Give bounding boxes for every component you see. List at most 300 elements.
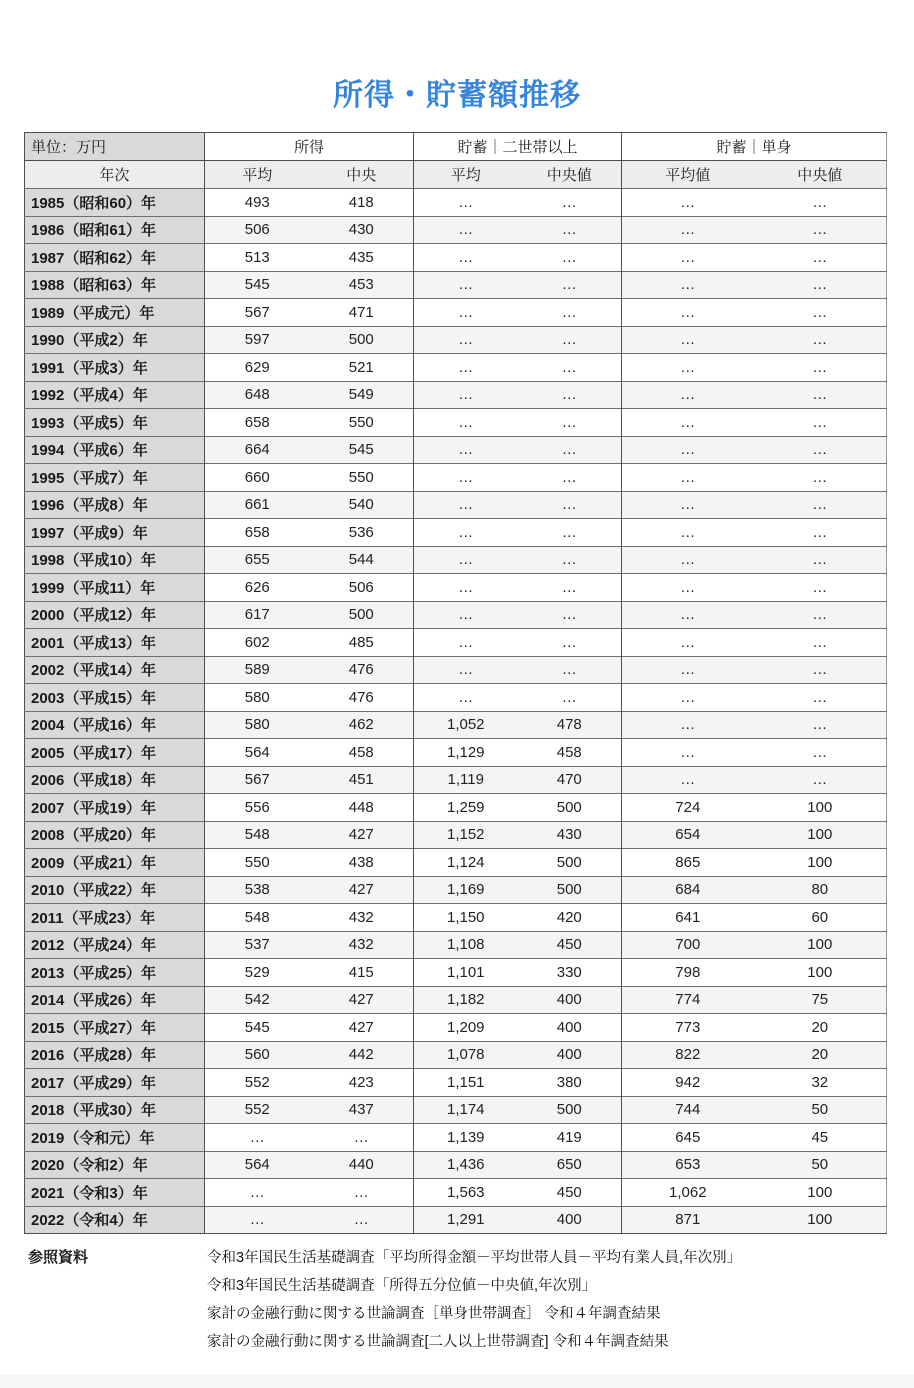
cell-value: … <box>310 1206 414 1234</box>
cell-value: … <box>754 189 887 217</box>
row-year-label: 1985（昭和60）年 <box>25 189 205 217</box>
cell-value: 450 <box>518 1179 622 1207</box>
cell-value: 1,182 <box>414 986 518 1014</box>
table-row <box>25 766 887 794</box>
cell-value: … <box>622 601 754 629</box>
cell-value: 548 <box>205 904 310 932</box>
table-row <box>25 794 887 822</box>
cell-value: 500 <box>518 1096 622 1124</box>
cell-value: … <box>518 381 622 409</box>
row-year-label: 2017（平成29）年 <box>25 1069 205 1097</box>
table-row <box>25 519 887 547</box>
cell-value: 478 <box>518 711 622 739</box>
cell-value: … <box>754 711 887 739</box>
cell-value: 506 <box>205 216 310 244</box>
row-year-label: 2010（平成22）年 <box>25 876 205 904</box>
table-row <box>25 1069 887 1097</box>
cell-value: 550 <box>310 464 414 492</box>
page-title: 所得・貯蓄額推移 <box>333 79 581 112</box>
cell-value: … <box>518 354 622 382</box>
cell-value: … <box>205 1179 310 1207</box>
cell-value: 564 <box>205 1151 310 1179</box>
cell-value: 664 <box>205 436 310 464</box>
row-year-label: 2001（平成13）年 <box>25 629 205 657</box>
cell-value: … <box>518 464 622 492</box>
cell-value: 418 <box>310 189 414 217</box>
cell-value: … <box>754 491 887 519</box>
cell-value: 430 <box>310 216 414 244</box>
cell-value: 100 <box>754 1179 887 1207</box>
table-row <box>25 876 887 904</box>
cell-value: 462 <box>310 711 414 739</box>
row-year-label: 2006（平成18）年 <box>25 766 205 794</box>
references-label: 参照資料 <box>28 1249 89 1266</box>
cell-value: … <box>518 519 622 547</box>
cell-value: … <box>754 409 887 437</box>
cell-value: … <box>518 601 622 629</box>
cell-value: … <box>622 766 754 794</box>
cell-value: 626 <box>205 574 310 602</box>
cell-value: 100 <box>754 821 887 849</box>
table-row <box>25 1096 887 1124</box>
cell-value: 1,209 <box>414 1014 518 1042</box>
cell-value: … <box>414 491 518 519</box>
cell-value: … <box>754 574 887 602</box>
cell-value: … <box>518 656 622 684</box>
cell-value: 45 <box>754 1124 887 1152</box>
cell-value: 865 <box>622 849 754 877</box>
cell-value: … <box>622 519 754 547</box>
cell-value: … <box>622 546 754 574</box>
cell-value: 545 <box>205 271 310 299</box>
cell-value: 1,124 <box>414 849 518 877</box>
cell-value: … <box>414 354 518 382</box>
cell-value: 550 <box>310 409 414 437</box>
row-year-label: 1989（平成元）年 <box>25 299 205 327</box>
cell-value: 20 <box>754 1014 887 1042</box>
cell-value: … <box>414 464 518 492</box>
cell-value: 448 <box>310 794 414 822</box>
cell-value: … <box>754 381 887 409</box>
cell-value: 544 <box>310 546 414 574</box>
col-header-savings-multi-average: 平均 <box>414 161 518 189</box>
row-year-label: 2020（令和2）年 <box>25 1151 205 1179</box>
cell-value: … <box>622 436 754 464</box>
table-row <box>25 409 887 437</box>
cell-value: 400 <box>518 1206 622 1234</box>
row-year-label: 2008（平成20）年 <box>25 821 205 849</box>
cell-value: 629 <box>205 354 310 382</box>
cell-value: 442 <box>310 1041 414 1069</box>
cell-value: 513 <box>205 244 310 272</box>
cell-value: … <box>622 409 754 437</box>
cell-value: 658 <box>205 409 310 437</box>
cell-value: 458 <box>518 739 622 767</box>
cell-value: 430 <box>518 821 622 849</box>
cell-value: … <box>414 601 518 629</box>
row-year-label: 2011（平成23）年 <box>25 904 205 932</box>
cell-value: 100 <box>754 849 887 877</box>
cell-value: 427 <box>310 986 414 1014</box>
cell-value: 458 <box>310 739 414 767</box>
row-year-label: 2019（令和元）年 <box>25 1124 205 1152</box>
cell-value: … <box>414 299 518 327</box>
cell-value: 500 <box>518 849 622 877</box>
row-year-label: 1993（平成5）年 <box>25 409 205 437</box>
table-row <box>25 271 887 299</box>
cell-value: … <box>518 436 622 464</box>
cell-value: 580 <box>205 684 310 712</box>
cell-value: 80 <box>754 876 887 904</box>
cell-value: 1,119 <box>414 766 518 794</box>
cell-value: 100 <box>754 1206 887 1234</box>
cell-value: 440 <box>310 1151 414 1179</box>
row-year-label: 2013（平成25）年 <box>25 959 205 987</box>
cell-value: … <box>414 546 518 574</box>
cell-value: 432 <box>310 904 414 932</box>
cell-value: … <box>310 1124 414 1152</box>
row-year-label: 1988（昭和63）年 <box>25 271 205 299</box>
table-row <box>25 244 887 272</box>
cell-value: 400 <box>518 1014 622 1042</box>
cell-value: … <box>414 656 518 684</box>
row-year-label: 1992（平成4）年 <box>25 381 205 409</box>
cell-value: … <box>622 271 754 299</box>
cell-value: 567 <box>205 299 310 327</box>
cell-value: 661 <box>205 491 310 519</box>
col-header-income-median: 中央 <box>310 161 414 189</box>
cell-value: 419 <box>518 1124 622 1152</box>
cell-value: … <box>414 684 518 712</box>
table-row <box>25 546 887 574</box>
table-row <box>25 1151 887 1179</box>
cell-value: 470 <box>518 766 622 794</box>
cell-value: 774 <box>622 986 754 1014</box>
cell-value: … <box>205 1206 310 1234</box>
table-row <box>25 986 887 1014</box>
cell-value: … <box>414 381 518 409</box>
cell-value: … <box>414 629 518 657</box>
cell-value: 20 <box>754 1041 887 1069</box>
cell-value: 493 <box>205 189 310 217</box>
cell-value: 476 <box>310 684 414 712</box>
row-year-label: 2005（平成17）年 <box>25 739 205 767</box>
cell-value: 650 <box>518 1151 622 1179</box>
row-year-label: 2004（平成16）年 <box>25 711 205 739</box>
references <box>24 1244 890 1356</box>
cell-value: … <box>754 739 887 767</box>
cell-value: 1,078 <box>414 1041 518 1069</box>
cell-value: … <box>310 1179 414 1207</box>
cell-value: 529 <box>205 959 310 987</box>
cell-value: … <box>622 656 754 684</box>
cell-value: … <box>518 299 622 327</box>
cell-value: 1,259 <box>414 794 518 822</box>
cell-value: 617 <box>205 601 310 629</box>
cell-value: 330 <box>518 959 622 987</box>
cell-value: … <box>754 519 887 547</box>
cell-value: 1,436 <box>414 1151 518 1179</box>
cell-value: 427 <box>310 876 414 904</box>
table-row <box>25 821 887 849</box>
cell-value: … <box>414 326 518 354</box>
cell-value: 435 <box>310 244 414 272</box>
row-year-label: 2016（平成28）年 <box>25 1041 205 1069</box>
cell-value: … <box>622 464 754 492</box>
cell-value: 420 <box>518 904 622 932</box>
cell-value: 542 <box>205 986 310 1014</box>
cell-value: 589 <box>205 656 310 684</box>
cell-value: 1,129 <box>414 739 518 767</box>
cell-value: 485 <box>310 629 414 657</box>
cell-value: … <box>518 409 622 437</box>
cell-value: … <box>754 271 887 299</box>
cell-value: … <box>622 574 754 602</box>
row-year-label: 2014（平成26）年 <box>25 986 205 1014</box>
cell-value: 1,291 <box>414 1206 518 1234</box>
cell-value: 438 <box>310 849 414 877</box>
cell-value: 660 <box>205 464 310 492</box>
cell-value: … <box>622 739 754 767</box>
cell-value: … <box>622 491 754 519</box>
cell-value: … <box>754 326 887 354</box>
cell-value: 450 <box>518 931 622 959</box>
table-group-header-row <box>25 133 887 161</box>
cell-value: … <box>754 601 887 629</box>
cell-value: 50 <box>754 1151 887 1179</box>
cell-value: … <box>518 326 622 354</box>
unit-label: 単位：万円 <box>25 133 205 161</box>
cell-value: 602 <box>205 629 310 657</box>
row-year-label: 1994（平成6）年 <box>25 436 205 464</box>
cell-value: … <box>754 629 887 657</box>
cell-value: 506 <box>310 574 414 602</box>
cell-value: 653 <box>622 1151 754 1179</box>
cell-value: … <box>518 684 622 712</box>
cell-value: 684 <box>622 876 754 904</box>
table-subheader-row <box>25 161 887 189</box>
cell-value: … <box>754 546 887 574</box>
cell-value: … <box>414 574 518 602</box>
cell-value: … <box>518 189 622 217</box>
cell-value: 560 <box>205 1041 310 1069</box>
column-group-savings-single: 貯蓄｜単身 <box>622 133 887 161</box>
cell-value: 538 <box>205 876 310 904</box>
cell-value: 500 <box>310 326 414 354</box>
cell-value: 451 <box>310 766 414 794</box>
cell-value: 597 <box>205 326 310 354</box>
table-row <box>25 1179 887 1207</box>
row-year-label: 1997（平成9）年 <box>25 519 205 547</box>
cell-value: … <box>622 299 754 327</box>
cell-value: 724 <box>622 794 754 822</box>
cell-value: 1,152 <box>414 821 518 849</box>
table-row <box>25 354 887 382</box>
table-row <box>25 491 887 519</box>
cell-value: … <box>622 381 754 409</box>
cell-value: 432 <box>310 931 414 959</box>
cell-value: 1,062 <box>622 1179 754 1207</box>
row-year-label: 2022（令和4）年 <box>25 1206 205 1234</box>
cell-value: 1,563 <box>414 1179 518 1207</box>
table-row <box>25 464 887 492</box>
cell-value: 700 <box>622 931 754 959</box>
row-year-label: 1998（平成10）年 <box>25 546 205 574</box>
row-year-label: 2009（平成21）年 <box>25 849 205 877</box>
cell-value: … <box>754 684 887 712</box>
cell-value: 548 <box>205 821 310 849</box>
cell-value: 641 <box>622 904 754 932</box>
cell-value: 437 <box>310 1096 414 1124</box>
cell-value: 1,151 <box>414 1069 518 1097</box>
references-list <box>207 1244 890 1356</box>
table-row <box>25 1124 887 1152</box>
cell-value: 1,174 <box>414 1096 518 1124</box>
cell-value: 400 <box>518 1041 622 1069</box>
cell-value: 552 <box>205 1069 310 1097</box>
cell-value: 380 <box>518 1069 622 1097</box>
cell-value: … <box>414 436 518 464</box>
cell-value: 648 <box>205 381 310 409</box>
cell-value: … <box>414 216 518 244</box>
cell-value: 50 <box>754 1096 887 1124</box>
cell-value: … <box>518 491 622 519</box>
cell-value: 100 <box>754 794 887 822</box>
column-group-savings-multi: 貯蓄｜二世帯以上 <box>414 133 622 161</box>
cell-value: 556 <box>205 794 310 822</box>
table-row <box>25 574 887 602</box>
cell-value: 60 <box>754 904 887 932</box>
cell-value: 500 <box>518 794 622 822</box>
cell-value: … <box>622 216 754 244</box>
cell-value: 822 <box>622 1041 754 1069</box>
col-header-savings-multi-median: 中央値 <box>518 161 622 189</box>
table-row <box>25 326 887 354</box>
cell-value: … <box>205 1124 310 1152</box>
row-year-label: 2012（平成24）年 <box>25 931 205 959</box>
cell-value: 32 <box>754 1069 887 1097</box>
cell-value: … <box>754 299 887 327</box>
cell-value: 100 <box>754 959 887 987</box>
cell-value: … <box>754 354 887 382</box>
cell-value: 545 <box>205 1014 310 1042</box>
cell-value: 400 <box>518 986 622 1014</box>
table-row <box>25 381 887 409</box>
cell-value: 100 <box>754 931 887 959</box>
cell-value: 655 <box>205 546 310 574</box>
row-year-label: 2021（令和3）年 <box>25 1179 205 1207</box>
table-row <box>25 904 887 932</box>
cell-value: 75 <box>754 986 887 1014</box>
cell-value: 476 <box>310 656 414 684</box>
cell-value: 564 <box>205 739 310 767</box>
cell-value: … <box>518 629 622 657</box>
cell-value: … <box>754 766 887 794</box>
row-year-label: 1999（平成11）年 <box>25 574 205 602</box>
reference-item: 令和3年国民生活基礎調査「所得五分位値－中央値,年次別」 <box>207 1278 597 1294</box>
row-year-label: 1995（平成7）年 <box>25 464 205 492</box>
cell-value: 871 <box>622 1206 754 1234</box>
cell-value: 567 <box>205 766 310 794</box>
cell-value: … <box>518 244 622 272</box>
cell-value: 1,101 <box>414 959 518 987</box>
row-year-label: 1986（昭和61）年 <box>25 216 205 244</box>
cell-value: 552 <box>205 1096 310 1124</box>
cell-value: … <box>754 216 887 244</box>
table-row <box>25 216 887 244</box>
reference-item: 令和3年国民生活基礎調査「平均所得金額－平均世帯人員－平均有業人員,年次別」 <box>207 1250 742 1266</box>
cell-value: 645 <box>622 1124 754 1152</box>
table-row <box>25 1206 887 1234</box>
cell-value: 545 <box>310 436 414 464</box>
cell-value: 744 <box>622 1096 754 1124</box>
cell-value: … <box>518 216 622 244</box>
reference-item: 家計の金融行動に関する世論調査［単身世帯調査］ 令和４年調査結果 <box>207 1306 661 1322</box>
cell-value: … <box>518 546 622 574</box>
cell-value: 427 <box>310 821 414 849</box>
cell-value: … <box>518 271 622 299</box>
cell-value: 540 <box>310 491 414 519</box>
cell-value: 536 <box>310 519 414 547</box>
cell-value: 773 <box>622 1014 754 1042</box>
cell-value: 427 <box>310 1014 414 1042</box>
cell-value: … <box>754 244 887 272</box>
cell-value: 1,150 <box>414 904 518 932</box>
cell-value: 1,108 <box>414 931 518 959</box>
row-year-label: 2002（平成14）年 <box>25 656 205 684</box>
table-row <box>25 1014 887 1042</box>
row-year-label: 2018（平成30）年 <box>25 1096 205 1124</box>
cell-value: … <box>518 574 622 602</box>
cell-value: 537 <box>205 931 310 959</box>
cell-value: … <box>622 244 754 272</box>
table-row <box>25 436 887 464</box>
table-row <box>25 299 887 327</box>
cell-value: … <box>754 464 887 492</box>
cell-value: 550 <box>205 849 310 877</box>
table-row <box>25 684 887 712</box>
cell-value: 500 <box>310 601 414 629</box>
cell-value: … <box>414 244 518 272</box>
cell-value: … <box>414 271 518 299</box>
cell-value: 1,052 <box>414 711 518 739</box>
cell-value: 453 <box>310 271 414 299</box>
table-body <box>25 189 887 1234</box>
cell-value: 423 <box>310 1069 414 1097</box>
cell-value: … <box>622 629 754 657</box>
table-row <box>25 629 887 657</box>
income-savings-table <box>24 132 887 1234</box>
cell-value: … <box>622 326 754 354</box>
row-year-label: 2015（平成27）年 <box>25 1014 205 1042</box>
cell-value: … <box>754 656 887 684</box>
row-year-label: 2003（平成15）年 <box>25 684 205 712</box>
cell-value: … <box>414 519 518 547</box>
table-row <box>25 656 887 684</box>
table-row <box>25 959 887 987</box>
cell-value: 500 <box>518 876 622 904</box>
table-row <box>25 1041 887 1069</box>
table-row <box>25 189 887 217</box>
cell-value: 471 <box>310 299 414 327</box>
cell-value: … <box>622 684 754 712</box>
column-group-income: 所得 <box>205 133 414 161</box>
cell-value: 549 <box>310 381 414 409</box>
cell-value: 521 <box>310 354 414 382</box>
cell-value: 415 <box>310 959 414 987</box>
reference-item: 家計の金融行動に関する世論調査[二人以上世帯調査] 令和４年調査結果 <box>207 1334 669 1350</box>
cell-value: 798 <box>622 959 754 987</box>
